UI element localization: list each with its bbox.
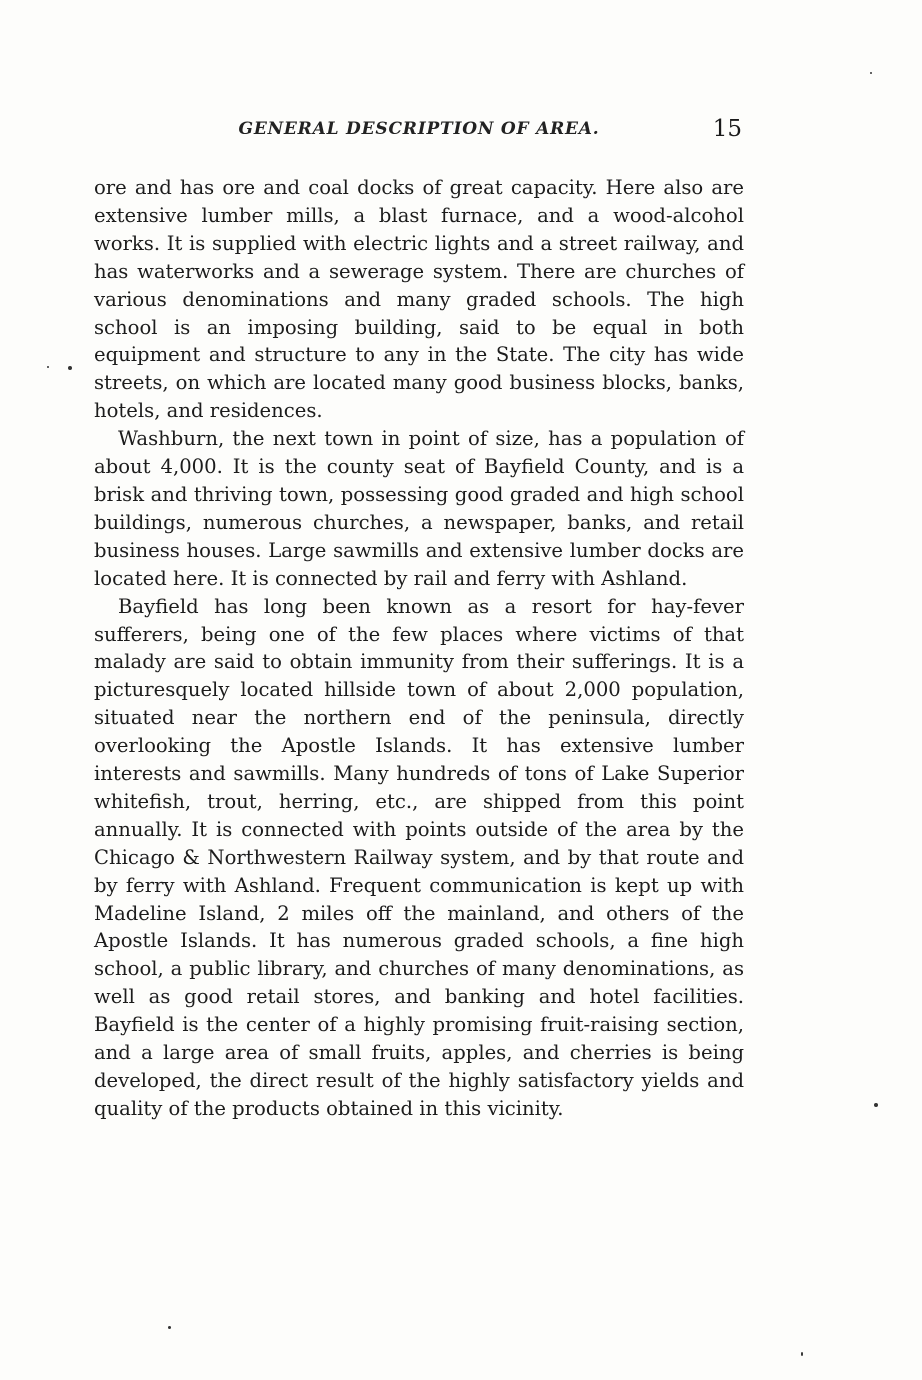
- paragraph-ashland: ore and has ore and coal docks of great capacity. Here also are extensive lumber mills, a blast furnace, and a wood-alcohol works. It is supplied with electric lights and a street railway, and has waterworks and a sewerage system. There are churches of various denominations and many graded schools. The high school is an imposing building, said to be equal in both equipment and structure to any in the State. The city has wide streets, on which are located many good business blocks, banks, hotels, and residences.: [94, 176, 744, 423]
- scan-speck: [870, 72, 872, 74]
- running-head: [94, 116, 744, 146]
- scan-speck: [168, 1326, 171, 1329]
- scan-speck: [47, 366, 49, 368]
- body-text: [94, 174, 744, 1123]
- scan-speck: [801, 1352, 803, 1356]
- running-title: GENERAL DESCRIPTION OF AREA.: [238, 119, 600, 139]
- paragraph-bayfield: Bayfield has long been known as a resort for hay-fever sufferers, being one of the few places where victims of that malady are said to obtain immunity from their sufferings. It is a picturesquely located hillside town of about 2,000 population, situated near the northern end of the peninsula, directly overlooking the Apostle Islands. It has extensive lumber interests and sawmills. Many hundreds of tons of Lake Superior whitefish, trout, herring, etc., are shipped from this point annually. It is connected with points outside of the area by the Chicago & Northwestern Railway system, and by that route and by ferry with Ashland. Frequent communication is kept up with Madeline Island, 2 miles off the mainland, and others of the Apostle Islands. It has numerous graded schools, a fine high school, a public library, and churches of many denominations, as well as good retail stores, and banking and hotel facilities. Bayfield is the center of a highly promising fruit-raising section, and a large area of small fruits, apples, and cherries is being developed, the direct result of the highly satisfactory yields and quality of the products obtained in this vicinity.: [94, 594, 744, 1120]
- page-number: 15: [712, 116, 742, 142]
- scan-speck: [874, 1103, 878, 1107]
- paragraph-washburn: Washburn, the next town in point of size, has a population of about 4,000. It is the county seat of Bayfield County, and is a brisk and thriving town, possessing good graded and high school buildings, numerous churches, a newspaper, banks, and retail business houses. Large sawmills and extensive lumber docks are located here. It is connected by rail and ferry with Ashland.: [94, 427, 744, 590]
- scan-speck: [68, 366, 72, 370]
